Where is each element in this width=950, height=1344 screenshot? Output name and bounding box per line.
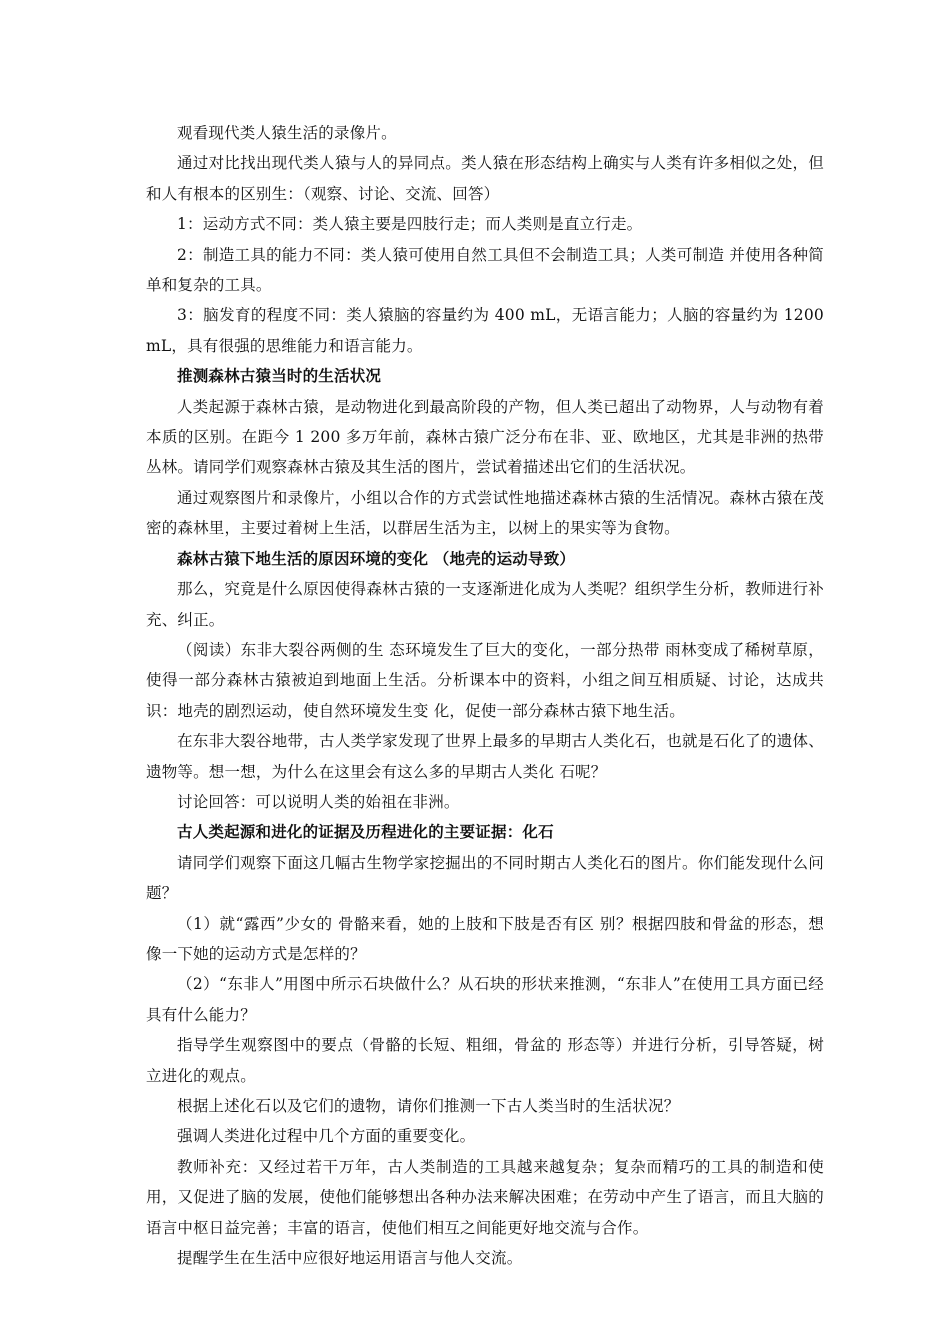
paragraph: 观看现代类人猿生活的录像片。 <box>177 124 397 142</box>
paragraph: 1：运动方式不同：类人猿主要是四肢行走；而人类则是直立行走。 <box>177 215 643 234</box>
paragraph: 那么，究竟是什么原因使得森林古猿的一支逐渐进化成为人类呢？组织学生分析，教师进行补充、纠正。 <box>146 580 824 629</box>
paragraph: 通过观察图片和录像片，小组以合作的方式尝试性地描述森林古猿的生活情况。森林古猿在茂密的森林里，主要过着树上生活，以群居生活为主，以树上的果实等为食物。 <box>146 488 824 538</box>
paragraph: 2：制造工具的能力不同：类人猿可使用自然工具但不会制造工具；人类可制造 并使用各种简单和复杂的工具。 <box>146 245 824 295</box>
paragraph: 根据上述化石以及它们的遗物，请你们推测一下古人类当时的生活状况？ <box>177 1097 680 1115</box>
paragraph: 讨论回答：可以说明人类的始祖在非洲。 <box>177 792 460 811</box>
section-heading: 森林古猿下地生活的原因环境的变化 （地壳的运动导致） <box>177 549 576 568</box>
paragraph: 请同学们观察下面这几幅古生物学家挖掘出的不同时期古人类化石的图片。你们能发现什么问题？ <box>146 853 824 903</box>
paragraph: （1）就“露西”少女的 骨骼来看，她的上肢和下肢是否有区 别？根据四肢和骨盆的形态，想像一下她的运动方式是怎样的？ <box>146 914 824 963</box>
paragraph: 教师补充：又经过若干万年，古人类制造的工具越来越复杂；复杂而精巧的工具的制造和使用，又促进了脑的发展，使他们能够想出各种办法来解决困难；在劳动中产生了语言，而且大脑的语言中枢日益完善；丰富的语言，使他们相互之间能更好地交流与合作。 <box>146 1157 824 1237</box>
paragraph: 提醒学生在生活中应很好地运用语言与他人交流。 <box>177 1249 523 1268</box>
paragraph: （2）“东非人”用图中所示石块做什么？从石块的形状来推测，“东非人”在使用工具方面已经具有什么能力？ <box>146 975 824 1024</box>
section-heading: 推测森林古猿当时的生活状况 <box>177 367 382 386</box>
paragraph: 人类起源于森林古猿，是动物进化到最高阶段的产物，但人类已超出了动物界，人与动物有着本质的区别。在距今 1 200 多万年前，森林古猿广泛分布在非、亚、欧地区，尤其是非洲的热带丛林。请同学们观察森林古猿及其生活的图片，尝试着描述出它们的生活状况。 <box>146 397 824 477</box>
paragraph: 在东非大裂谷地带，古人类学家发现了世界上最多的早期古人类化石，也就是石化了的遗体、遗物等。想一想，为什么在这里会有这么多的早期古人类化 石呢？ <box>146 732 824 781</box>
paragraph: 指导学生观察图中的要点（骨骼的长短、粗细，骨盆的 形态等）并进行分析，引导答疑，树立进化的观点。 <box>146 1036 824 1085</box>
section-heading: 古人类起源和进化的证据及历程进化的主要证据：化石 <box>177 823 554 842</box>
paragraph: 强调人类进化过程中几个方面的重要变化。 <box>177 1127 476 1146</box>
paragraph: （阅读）东非大裂谷两侧的生 态环境发生了巨大的变化，一部分热带 雨林变成了稀树草原，使得一部分森林古猿被迫到地面上生活。分析课本中的资料，小组之间互相质疑、讨论，达成共识：地壳的剧烈运动，使自然环境发生变 化，促使一部分森林古猿下地生活。 <box>146 640 824 720</box>
document-body <box>146 118 824 1273</box>
paragraph: 通过对比找出现代类人猿与人的异同点。类人猿在形态结构上确实与人类有许多相似之处，但和人有根本的区别生：（观察、讨论、交流、回答） <box>146 154 824 203</box>
paragraph: 3：脑发育的程度不同：类人猿脑的容量约为 400 mL，无语言能力；人脑的容量约为 1200 mL，具有很强的思维能力和语言能力。 <box>146 306 824 355</box>
